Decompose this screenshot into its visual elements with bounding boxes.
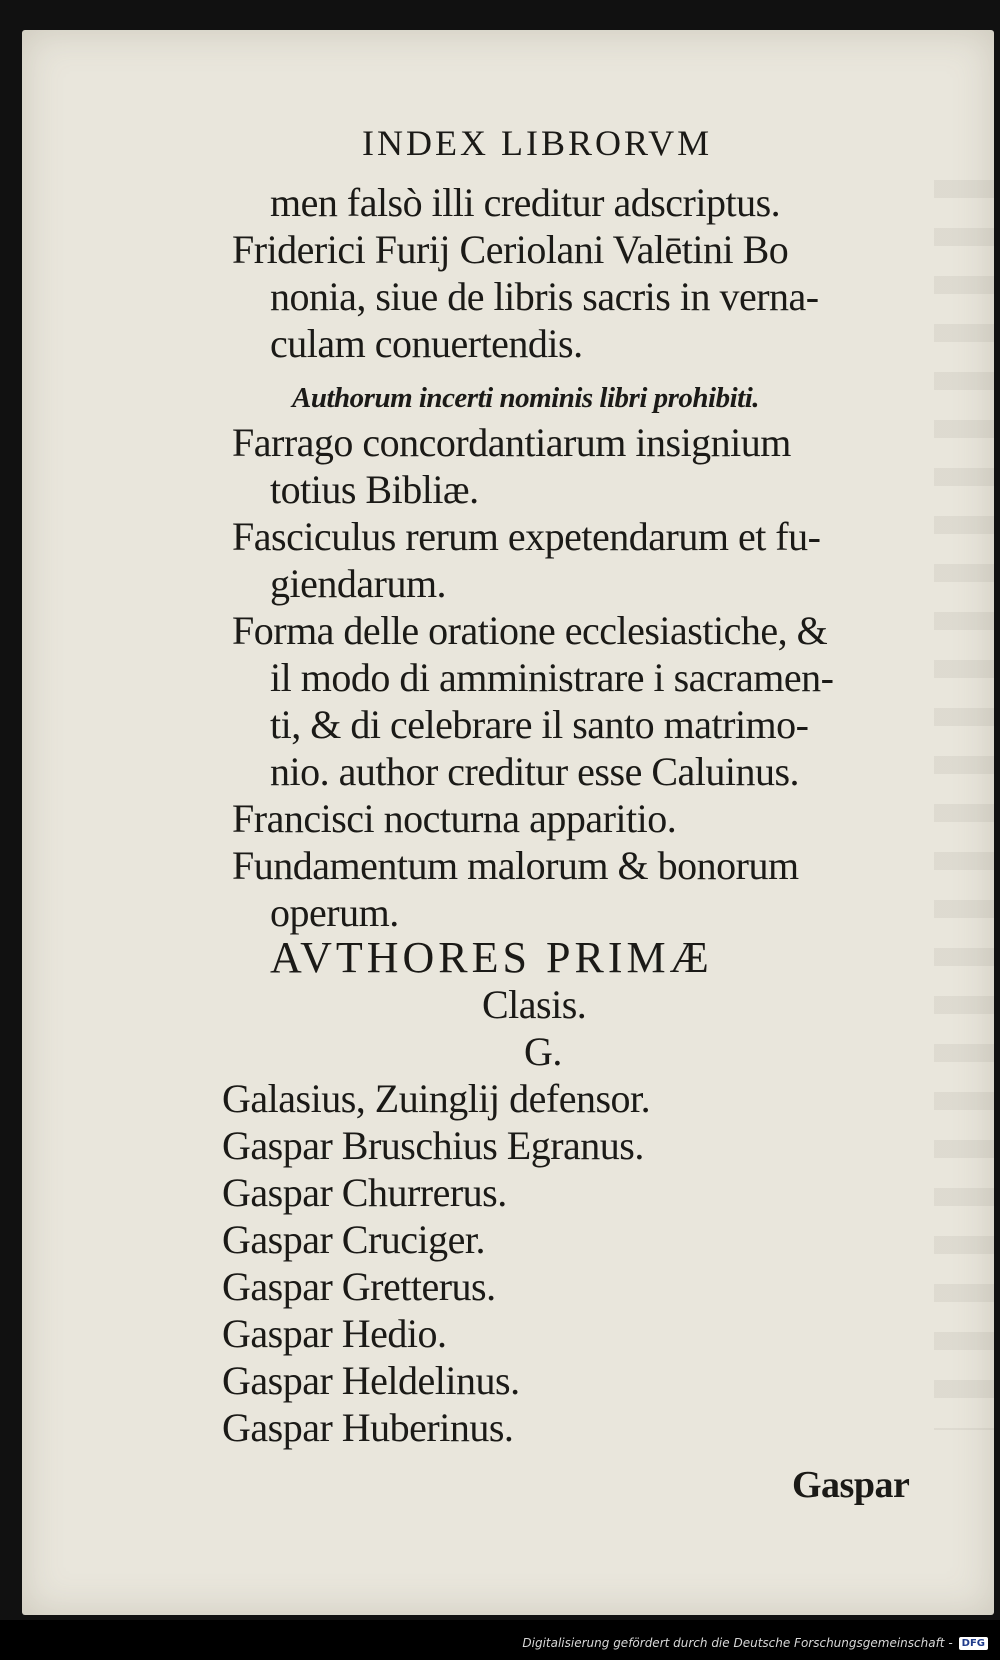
text-line: men falsò illi creditur adscriptus. xyxy=(270,180,781,225)
text-line: Farrago concordantiarum insignium xyxy=(232,420,791,465)
text-line: Gaspar Huberinus. xyxy=(222,1405,514,1450)
text-line: Galasius, Zuinglij defensor. xyxy=(222,1076,651,1121)
text-line: Fundamentum malorum & bonorum xyxy=(232,843,799,888)
letter-heading: G. xyxy=(524,1029,562,1074)
text-line: ti, & di celebrare il santo matrimo- xyxy=(270,702,809,747)
book-page xyxy=(22,30,994,1615)
running-header: INDEX LIBRORVM xyxy=(362,123,713,163)
text-line: Gaspar Gretterus. xyxy=(222,1264,496,1309)
text-line: Gaspar Bruschius Egranus. xyxy=(222,1123,644,1168)
text-line: nio. author creditur esse Caluinus. xyxy=(270,749,800,794)
text-line: nonia, siue de libris sacris in verna- xyxy=(270,274,819,319)
text-line: totius Bibliæ. xyxy=(270,467,479,512)
text-line: culam conuertendis. xyxy=(270,321,583,366)
digitization-footer xyxy=(0,1620,1000,1660)
dfg-logo: DFG xyxy=(959,1637,988,1650)
class-heading: AVTHORES PRIMÆ xyxy=(270,933,713,982)
text-line: Gaspar Cruciger. xyxy=(222,1217,486,1262)
text-line: Francisci nocturna apparitio. xyxy=(232,796,677,841)
text-line: Gaspar Heldelinus. xyxy=(222,1358,520,1403)
text-line: Gaspar Churrerus. xyxy=(222,1170,507,1215)
class-subheading: Clasis. xyxy=(482,982,587,1027)
page-text xyxy=(22,30,994,1615)
text-line: giendarum. xyxy=(270,561,447,606)
text-line: il modo di amministrare i sacramen- xyxy=(270,655,834,700)
text-line: Gaspar Hedio. xyxy=(222,1311,447,1356)
text-line: Fasciculus rerum expetendarum et fu- xyxy=(232,514,821,559)
text-line: operum. xyxy=(270,890,399,935)
footer-text: Digitalisierung gefördert durch die Deutsche Forschungsgemeinschaft - xyxy=(522,1636,953,1650)
catchword: Gaspar xyxy=(792,1464,910,1506)
text-line: Forma delle oratione ecclesiastiche, & xyxy=(232,608,828,653)
section-heading: Authorum incerti nominis libri prohibiti. xyxy=(292,382,760,414)
text-line: Friderici Furij Ceriolani Valētini Bo xyxy=(232,227,789,272)
